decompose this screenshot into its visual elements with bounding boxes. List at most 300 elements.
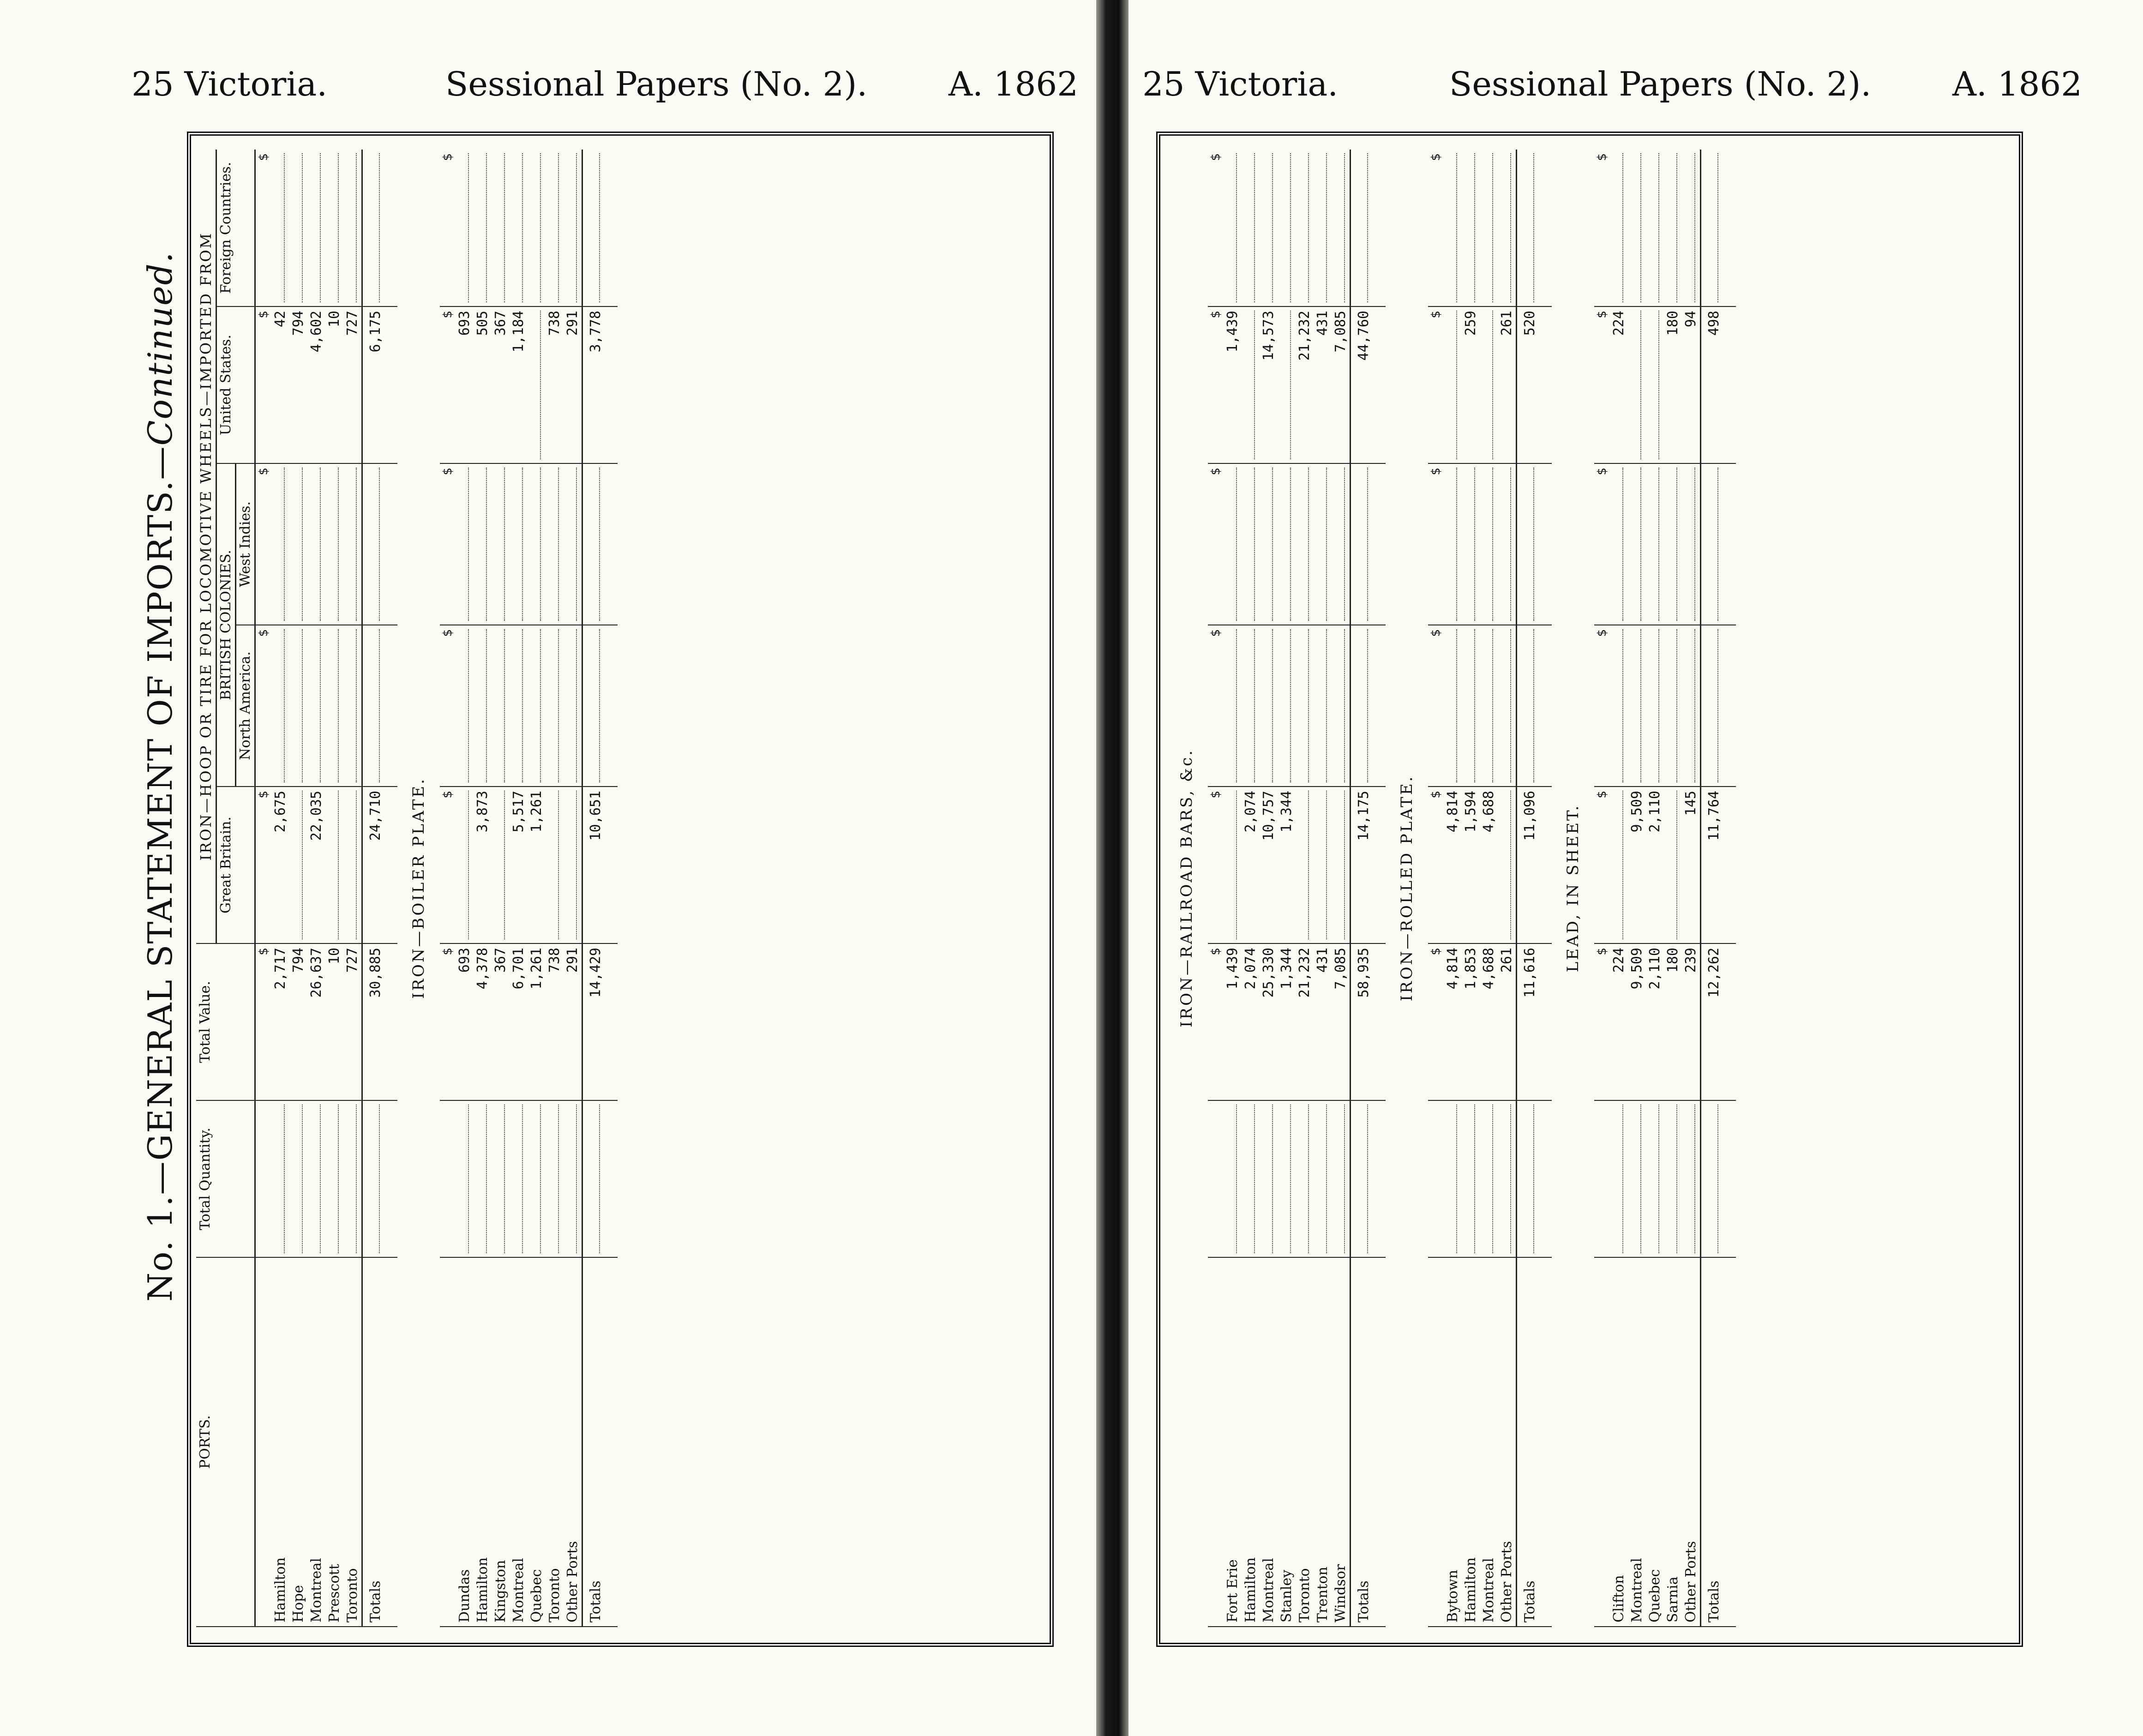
foreign-countries-cell (510, 150, 528, 306)
totals-west-indies (1701, 463, 1736, 625)
port-name: Montreal (1628, 1257, 1646, 1627)
west-indies-cell (1610, 463, 1628, 625)
leader-dots (1510, 1105, 1511, 1253)
west-indies-cell (271, 463, 289, 625)
north-america-cell (325, 625, 343, 787)
unit-spacer (255, 1257, 272, 1627)
total-value-cell: 1,439 (1224, 943, 1242, 1100)
leader-dots (1254, 629, 1255, 782)
united-states-cell: 7,085 (1332, 306, 1351, 463)
leader-dots (1622, 153, 1623, 302)
leader-dots (1367, 153, 1368, 302)
ports-header: PORTS. (196, 1257, 255, 1627)
leader-dots (301, 791, 303, 939)
dollar-sign: $ (1594, 463, 1610, 625)
west-indies-cell (528, 463, 546, 625)
total-quantity-cell (1296, 1100, 1314, 1257)
dollar-sign: $ (1428, 306, 1444, 463)
leader-dots (1640, 153, 1641, 302)
great-britain-cell (1610, 787, 1628, 943)
table-row (1462, 150, 1480, 1627)
leader-dots (1676, 153, 1677, 302)
leader-dots (1344, 1105, 1345, 1253)
leader-dots (1254, 1105, 1255, 1253)
dollar-sign: $ (255, 625, 272, 787)
unit-spacer (1594, 1100, 1610, 1257)
great-britain-cell (456, 787, 474, 943)
leader-dots (1290, 311, 1291, 459)
port-name: Bytown (1444, 1257, 1462, 1627)
total-quantity-cell (1462, 1100, 1480, 1257)
dollar-sign: $ (1208, 306, 1224, 463)
leader-dots (355, 791, 357, 939)
leader-dots (1676, 629, 1677, 782)
leader-dots (1456, 629, 1457, 782)
section-title: IRON—RAILROAD BARS, &c. (1177, 749, 1196, 1027)
port-name: Other Ports (1682, 1257, 1701, 1627)
leader-dots (1236, 1105, 1237, 1253)
section-title: IRON—ROLLED PLATE. (1398, 775, 1416, 1002)
totals-foreign-countries (362, 150, 398, 306)
united-states-cell: 180 (1664, 306, 1682, 463)
leader-dots (504, 629, 505, 782)
west-indies-cell (1664, 463, 1682, 625)
leader-dots (1254, 468, 1255, 621)
port-name: Windsor (1332, 1257, 1351, 1627)
table-row (1682, 150, 1701, 1627)
north-america-cell (1498, 625, 1517, 787)
unit-row (440, 150, 456, 1627)
leader-dots (1236, 791, 1237, 939)
foreign-countries-cell (1444, 150, 1462, 306)
total-quantity-cell (1260, 1100, 1278, 1257)
leader-dots (355, 153, 357, 302)
right-ledger-table (1165, 150, 1736, 1627)
leader-dots (558, 468, 559, 621)
dollar-sign: $ (255, 150, 272, 306)
north-america-cell (528, 625, 546, 787)
totals-united-states: 6,175 (362, 306, 398, 463)
leader-dots (1640, 311, 1641, 459)
total-value-cell: 738 (546, 943, 564, 1100)
north-america-cell (271, 625, 289, 787)
totals-quantity (1351, 1100, 1386, 1257)
table-row (510, 150, 528, 1627)
leader-dots (1308, 1105, 1309, 1253)
leader-dots (1533, 629, 1534, 782)
leader-dots (1640, 629, 1641, 782)
totals-value: 12,262 (1701, 943, 1736, 1100)
totals-foreign-countries (1351, 150, 1386, 306)
leader-dots (504, 153, 505, 302)
port-name: Dundas (456, 1257, 474, 1627)
leader-dots (1694, 629, 1695, 782)
leader-dots (1717, 468, 1718, 621)
great-britain-cell (289, 787, 307, 943)
leader-dots (378, 629, 380, 782)
total-quantity-cell (492, 1100, 510, 1257)
dollar-sign: $ (1594, 150, 1610, 306)
port-name: Stanley (1278, 1257, 1296, 1627)
total-quantity-cell (1498, 1100, 1517, 1257)
united-states-header: United States. (216, 306, 255, 463)
total-value-cell: 180 (1664, 943, 1682, 1100)
left-rotated-table (196, 150, 1036, 1627)
total-value-cell: 261 (1498, 943, 1517, 1100)
unit-spacer (1208, 1100, 1224, 1257)
west-indies-cell (1332, 463, 1351, 625)
north-america-header: North America. (236, 625, 255, 787)
west-indies-cell (1480, 463, 1498, 625)
leader-dots (1717, 1105, 1718, 1253)
unit-spacer (1428, 1100, 1444, 1257)
leader-dots (576, 791, 577, 939)
leader-dots (1533, 1105, 1534, 1253)
leader-dots (504, 468, 505, 621)
total-value-header: Total Value. (196, 943, 255, 1100)
leader-dots (378, 468, 380, 621)
total-quantity-cell (289, 1100, 307, 1257)
north-america-cell (492, 625, 510, 787)
great-britain-cell: 4,814 (1444, 787, 1462, 943)
total-value-cell: 6,701 (510, 943, 528, 1100)
total-value-cell: 7,085 (1332, 943, 1351, 1100)
foreign-countries-cell (474, 150, 492, 306)
table-row (325, 150, 343, 1627)
foreign-countries-cell (325, 150, 343, 306)
west-indies-cell (1224, 463, 1242, 625)
section-title-row (1165, 150, 1208, 1627)
totals-label: Totals (362, 1257, 398, 1627)
leader-dots (1326, 791, 1327, 939)
leader-dots (1533, 153, 1534, 302)
totals-value: 11,616 (1517, 943, 1552, 1100)
leader-dots (1367, 629, 1368, 782)
foreign-countries-cell (1646, 150, 1664, 306)
leader-dots (319, 468, 321, 621)
leader-dots (468, 629, 469, 782)
total-quantity-cell (271, 1100, 289, 1257)
great-britain-cell: 145 (1682, 787, 1701, 943)
north-america-cell (343, 625, 362, 787)
total-value-cell: 291 (564, 943, 582, 1100)
left-header-year: A. 1862 (948, 65, 1079, 103)
totals-row (1517, 150, 1552, 1627)
totals-united-states: 3,778 (582, 306, 618, 463)
leader-dots (1658, 468, 1659, 621)
unit-row (255, 150, 272, 1627)
total-quantity-cell (325, 1100, 343, 1257)
total-value-cell: 2,074 (1242, 943, 1260, 1100)
north-america-cell (1610, 625, 1628, 787)
leader-dots (319, 629, 321, 782)
unit-row (1208, 150, 1224, 1627)
leader-dots (599, 153, 600, 302)
port-name: Toronto (546, 1257, 564, 1627)
totals-united-states: 520 (1517, 306, 1552, 463)
section-title: LEAD, IN SHEET. (1564, 804, 1582, 973)
dollar-sign: $ (255, 463, 272, 625)
leader-dots (486, 468, 487, 621)
totals-north-america (582, 625, 618, 787)
north-america-cell (1332, 625, 1351, 787)
leader-dots (558, 629, 559, 782)
port-name: Hamilton (474, 1257, 492, 1627)
dollar-sign: $ (1428, 943, 1444, 1100)
west-indies-cell (307, 463, 325, 625)
leader-dots (1308, 468, 1309, 621)
leader-dots (576, 629, 577, 782)
foreign-countries-cell (546, 150, 564, 306)
great-britain-cell: 5,517 (510, 787, 528, 943)
foreign-countries-cell (307, 150, 325, 306)
leader-dots (301, 153, 303, 302)
foreign-countries-cell (1462, 150, 1480, 306)
totals-north-america (1351, 625, 1386, 787)
north-america-cell (1444, 625, 1462, 787)
section-title-row (1386, 150, 1428, 1627)
total-quantity-cell (546, 1100, 564, 1257)
total-quantity-cell (1314, 1100, 1332, 1257)
dollar-sign: $ (1594, 787, 1610, 943)
great-britain-cell (1314, 787, 1332, 943)
leader-dots (1510, 153, 1511, 302)
table-row (564, 150, 582, 1627)
totals-great-britain: 14,175 (1351, 787, 1386, 943)
united-states-cell (1242, 306, 1260, 463)
leader-dots (1474, 1105, 1475, 1253)
west-indies-cell (474, 463, 492, 625)
great-britain-cell (325, 787, 343, 943)
totals-quantity (362, 1100, 398, 1257)
north-america-cell (1646, 625, 1664, 787)
leader-dots (337, 791, 339, 939)
leader-dots (378, 153, 380, 302)
unit-spacer (255, 1100, 272, 1257)
united-states-cell (1480, 306, 1498, 463)
united-states-cell: 4,602 (307, 306, 325, 463)
total-value-cell: 367 (492, 943, 510, 1100)
united-states-cell: 21,232 (1296, 306, 1314, 463)
totals-label: Totals (1351, 1257, 1386, 1627)
foreign-countries-cell (1480, 150, 1498, 306)
united-states-cell (1628, 306, 1646, 463)
total-quantity-cell (307, 1100, 325, 1257)
great-britain-cell (343, 787, 362, 943)
leader-dots (337, 153, 339, 302)
west-indies-cell (546, 463, 564, 625)
north-america-cell (474, 625, 492, 787)
dollar-sign: $ (1594, 625, 1610, 787)
west-indies-cell (1444, 463, 1462, 625)
great-britain-header: Great Britain. (216, 787, 255, 943)
north-america-cell (1278, 625, 1296, 787)
foreign-countries-cell (271, 150, 289, 306)
united-states-cell: 94 (1682, 306, 1701, 463)
west-indies-cell (325, 463, 343, 625)
table-row (307, 150, 325, 1627)
total-quantity-cell (343, 1100, 362, 1257)
right-header-volume: 25 Victoria. (1142, 65, 1339, 103)
totals-foreign-countries (1517, 150, 1552, 306)
leader-dots (1510, 629, 1511, 782)
leader-dots (1290, 1105, 1291, 1253)
foreign-countries-cell (1296, 150, 1314, 306)
north-america-cell (289, 625, 307, 787)
section-title-row (1552, 150, 1594, 1627)
left-header-volume: 25 Victoria. (132, 65, 328, 103)
great-britain-cell (1224, 787, 1242, 943)
right-rotated-table (1165, 150, 2005, 1627)
dollar-sign: $ (1428, 463, 1444, 625)
table-row (1444, 150, 1462, 1627)
leader-dots (1326, 468, 1327, 621)
leader-dots (1236, 468, 1237, 621)
dollar-sign: $ (1208, 463, 1224, 625)
great-britain-cell (546, 787, 564, 943)
totals-great-britain: 11,096 (1517, 787, 1552, 943)
leader-dots (283, 1105, 285, 1253)
table-row (456, 150, 474, 1627)
leader-dots (558, 153, 559, 302)
leader-dots (1290, 468, 1291, 621)
united-states-cell: 367 (492, 306, 510, 463)
port-name: Montreal (1260, 1257, 1278, 1627)
totals-north-america (362, 625, 398, 787)
north-america-cell (1296, 625, 1314, 787)
leader-dots (1456, 153, 1457, 302)
west-indies-cell (1314, 463, 1332, 625)
port-name: Other Ports (564, 1257, 582, 1627)
united-states-cell (1646, 306, 1664, 463)
leader-dots (1640, 1105, 1641, 1253)
port-name: Prescott (325, 1257, 343, 1627)
united-states-cell: 291 (564, 306, 582, 463)
leader-dots (1272, 1105, 1273, 1253)
united-states-cell: 431 (1314, 306, 1332, 463)
leader-dots (1254, 311, 1255, 459)
port-name: Hamilton (271, 1257, 289, 1627)
unit-spacer (1594, 1257, 1610, 1627)
leader-dots (1344, 629, 1345, 782)
totals-row (1701, 150, 1736, 1627)
totals-foreign-countries (582, 150, 618, 306)
foreign-countries-cell (1260, 150, 1278, 306)
book-gutter (1096, 0, 1129, 1736)
west-indies-cell (1260, 463, 1278, 625)
port-name: Hamilton (1242, 1257, 1260, 1627)
dollar-sign: $ (1208, 150, 1224, 306)
totals-great-britain: 10,651 (582, 787, 618, 943)
leader-dots (1344, 153, 1345, 302)
table-row (1278, 150, 1296, 1627)
great-britain-cell (1296, 787, 1314, 943)
table-row (528, 150, 546, 1627)
leader-dots (283, 153, 285, 302)
dollar-sign: $ (440, 150, 456, 306)
leader-dots (486, 153, 487, 302)
leader-dots (1676, 468, 1677, 621)
great-britain-cell: 1,261 (528, 787, 546, 943)
great-britain-cell (1664, 787, 1682, 943)
dollar-sign: $ (440, 943, 456, 1100)
leader-dots (558, 791, 559, 939)
total-quantity-cell (456, 1100, 474, 1257)
table-row (1480, 150, 1498, 1627)
total-quantity-cell (1224, 1100, 1242, 1257)
total-quantity-cell (1628, 1100, 1646, 1257)
united-states-cell: 10 (325, 306, 343, 463)
leader-dots (1622, 629, 1623, 782)
leader-dots (1622, 468, 1623, 621)
totals-value: 14,429 (582, 943, 618, 1100)
leader-dots (1492, 311, 1493, 459)
leader-dots (1717, 629, 1718, 782)
foreign-countries-header: Foreign Countries. (216, 150, 255, 306)
leader-dots (1640, 468, 1641, 621)
dollar-sign: $ (1208, 787, 1224, 943)
dollar-sign: $ (1594, 943, 1610, 1100)
table-row (1242, 150, 1260, 1627)
unit-spacer (1428, 1257, 1444, 1627)
totals-great-britain: 24,710 (362, 787, 398, 943)
table-row (492, 150, 510, 1627)
totals-west-indies (582, 463, 618, 625)
leader-dots (522, 468, 523, 621)
port-name: Quebec (1646, 1257, 1664, 1627)
left-ledger-table (196, 150, 618, 1627)
leader-dots (522, 153, 523, 302)
leader-dots (1308, 791, 1309, 939)
dollar-sign: $ (1428, 150, 1444, 306)
west-indies-cell (343, 463, 362, 625)
total-value-cell: 239 (1682, 943, 1701, 1100)
foreign-countries-cell (1610, 150, 1628, 306)
united-states-cell (1278, 306, 1296, 463)
west-indies-header: West Indies. (236, 463, 255, 625)
dollar-sign: $ (1428, 625, 1444, 787)
leader-dots (1236, 629, 1237, 782)
left-header-title: Sessional Papers (No. 2). (445, 65, 868, 103)
total-value-cell: 25,330 (1260, 943, 1278, 1100)
leader-dots (1344, 468, 1345, 621)
north-america-cell (1628, 625, 1646, 787)
totals-united-states: 498 (1701, 306, 1736, 463)
total-quantity-cell (528, 1100, 546, 1257)
british-colonies-header: BRITISH COLONIES. (216, 463, 236, 787)
totals-west-indies (362, 463, 398, 625)
table-row (271, 150, 289, 1627)
leader-dots (576, 1105, 577, 1253)
leader-dots (1456, 311, 1457, 459)
leader-dots (1492, 468, 1493, 621)
leader-dots (1658, 629, 1659, 782)
foreign-countries-cell (528, 150, 546, 306)
great-britain-cell (1498, 787, 1517, 943)
north-america-cell (1314, 625, 1332, 787)
dollar-sign: $ (255, 943, 272, 1100)
leader-dots (319, 1105, 321, 1253)
foreign-countries-cell (1224, 150, 1242, 306)
leader-dots (468, 1105, 469, 1253)
leader-dots (1326, 629, 1327, 782)
totals-united-states: 44,760 (1351, 306, 1386, 463)
table-row (1296, 150, 1314, 1627)
leader-dots (1290, 629, 1291, 782)
leader-dots (1344, 791, 1345, 939)
united-states-cell: 224 (1610, 306, 1628, 463)
totals-foreign-countries (1701, 150, 1736, 306)
